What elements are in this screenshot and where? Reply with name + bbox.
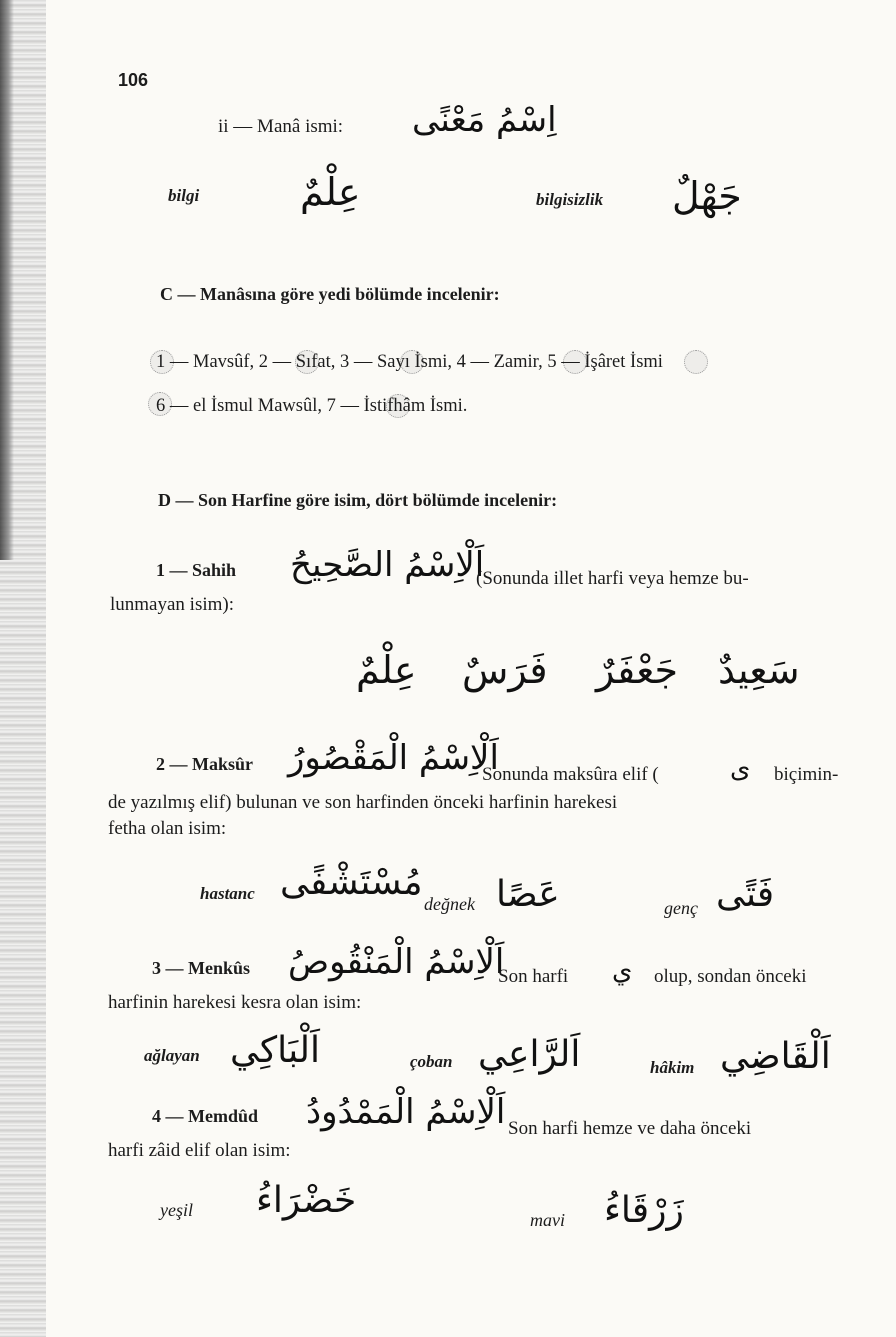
- example-coban-arabic: اَلرَّاعِي: [478, 1034, 581, 1075]
- example-degnek-arabic: عَصًا: [496, 874, 560, 915]
- example-bilgisizlik: bilgisizlik: [536, 190, 604, 209]
- example-yesil-arabic: خَضْرَاءُ: [256, 1180, 357, 1221]
- example-mavi-arabic: زَرْقَاءُ: [604, 1190, 684, 1231]
- sahih-example: جَعْفَرٌ: [596, 648, 679, 692]
- menkus-text-line1a: Son harfi: [498, 966, 569, 987]
- memdud-arabic: اَلْاِسْمُ الْمَمْدُودُ: [306, 1092, 506, 1132]
- page-number: 106: [118, 70, 149, 90]
- example-bilgisizlik-arabic: جَهْلٌ: [672, 174, 742, 218]
- example-hastanc: hastanc: [200, 884, 255, 903]
- memdud-label: 4 — Memdûd: [152, 1106, 259, 1126]
- menkus-label: 3 — Menkûs: [152, 958, 251, 978]
- example-mavi: mavi: [530, 1210, 565, 1230]
- mana-ismi-arabic: اِسْمُ مَعْنًى: [412, 100, 557, 140]
- maksur-text-line1a: Sonunda maksûra elif (: [482, 764, 659, 785]
- sahih-text-line2: lunmayan isim):: [110, 594, 235, 615]
- maksur-arabic: اَلْاِسْمُ الْمَقْصُورُ: [288, 738, 499, 778]
- menkus-text-line2: harfinin harekesi kesra olan isim:: [108, 992, 362, 1013]
- section-c-line1: 1 — Mavsûf, 2 — Sıfat, 3 — Sayı İsmi, 4 — Zamir, 5 — İşâret İsmi: [156, 352, 663, 372]
- example-bilgi: bilgi: [168, 186, 200, 205]
- example-genc: genç: [664, 898, 698, 918]
- example-hastanc-arabic: مُسْتَشْفًى: [280, 862, 423, 903]
- memdud-text-line2: harfi zâid elif olan isim:: [108, 1140, 291, 1161]
- memdud-text-line1: Son harfi hemze ve daha önceki: [508, 1118, 752, 1139]
- maksur-elif-glyph: ى: [730, 754, 751, 784]
- highlight-mark: [684, 350, 708, 374]
- example-hakim-arabic: اَلْقَاضِي: [720, 1036, 831, 1077]
- sahih-example: سَعِيدٌ: [718, 648, 800, 692]
- binding-shadow: [0, 0, 14, 560]
- menkus-ya-glyph: ي: [612, 956, 633, 986]
- menkus-text-line1b: olup, sondan önceki: [654, 966, 807, 987]
- example-bilgi-arabic: عِلْمٌ: [300, 170, 361, 214]
- sahih-example: عِلْمٌ: [356, 648, 417, 692]
- example-degnek: değnek: [424, 894, 475, 914]
- example-genc-arabic: فَتًى: [716, 874, 775, 915]
- maksur-text-line2: de yazılmış elif) bulunan ve son harfinden önceki harfinin harekesi: [108, 792, 618, 813]
- section-c-heading: C — Manâsına göre yedi bölümde incelenir:: [160, 284, 500, 304]
- maksur-text-line1b: biçimin-: [774, 764, 839, 785]
- example-aglayan: ağlayan: [144, 1046, 200, 1065]
- example-hakim: hâkim: [650, 1058, 695, 1077]
- mana-ismi-label: ii — Manâ ismi:: [218, 116, 344, 137]
- example-coban: çoban: [410, 1052, 453, 1071]
- sahih-label: 1 — Sahih: [156, 560, 237, 580]
- example-yesil: yeşil: [160, 1200, 193, 1220]
- section-d-heading: D — Son Harfine göre isim, dört bölümde incelenir:: [158, 490, 558, 510]
- sahih-arabic: اَلْاِسْمُ الصَّحِيحُ: [290, 545, 485, 585]
- section-c-line2: 6 — el İsmul Mawsûl, 7 — İstifhâm İsmi.: [156, 396, 468, 416]
- sahih-example: فَرَسٌ: [462, 648, 548, 692]
- maksur-label: 2 — Maksûr: [156, 754, 254, 774]
- maksur-text-line3: fetha olan isim:: [108, 818, 227, 839]
- menkus-arabic: اَلْاِسْمُ الْمَنْقُوصُ: [288, 942, 505, 982]
- example-aglayan-arabic: اَلْبَاكِي: [230, 1030, 320, 1071]
- sahih-text-line1: (Sonunda illet harfi veya hemze bu-: [476, 568, 749, 589]
